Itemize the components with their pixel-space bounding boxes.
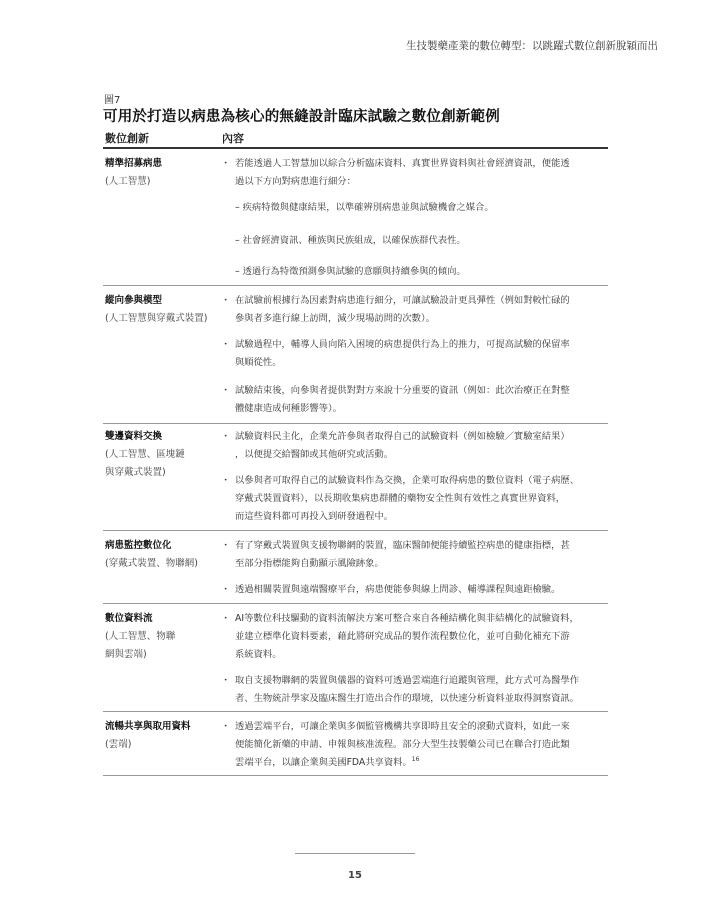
row-subtitle: 與穿戴式裝置) (105, 467, 166, 478)
table-header-rule (103, 147, 608, 149)
bullet-text-line: 體健康造成何種影響等）。 (235, 403, 342, 414)
row-subtitle: (人工智慧、物聯 (105, 631, 176, 642)
row-subtitle: (人工智慧、區塊鏈 (105, 449, 185, 460)
bullet-dot: ・ (221, 158, 231, 169)
row-category (105, 428, 223, 482)
bullet-text-line: 而這些資料都可再投入到研發過程中。 (235, 511, 394, 522)
row-divider (103, 603, 608, 604)
bullet-item (221, 292, 609, 328)
row-title: 病患監控數位化 (105, 540, 172, 551)
bullet-item (221, 472, 609, 526)
bullet-text-line: 並建立標準化資料要素，藉此將研究成品的製作流程數位化，並可自動化補充下游 (235, 631, 570, 642)
row-category (105, 537, 223, 573)
bullet-text-line: 試驗結束後，向參與者提供對對方來說十分重要的資訊（例如：此次治療正在對整 (235, 385, 570, 396)
bullet-dot: ・ (221, 431, 231, 442)
row-subtitle: (雲端) (105, 739, 132, 750)
bullet-text-line: 者、生物統計學家及臨床醫生打造出合作的環境，以快速分析資料並取得洞察資訊。 (235, 693, 579, 704)
row-category (105, 292, 223, 328)
bullet-text-line: 系統資料。 (235, 649, 282, 660)
bullet-item (221, 672, 609, 708)
figure-title: 可用於打造以病患為核心的無縫設計臨床試驗之數位創新範例 (103, 109, 500, 125)
bullet-item (221, 428, 609, 464)
bullet-text-line: 試驗資料民主化，企業允許參與者取得自己的試驗資料（例如檢驗／實驗室結果） (235, 431, 570, 442)
bullet-text-line (235, 754, 609, 772)
sub-item: – 疾病特徵與健康結果，以準確辨別病患並與試驗機會之媒合。 (235, 202, 494, 213)
row-category (105, 718, 223, 754)
bullet-dot: ・ (221, 613, 231, 624)
page-number: 15 (348, 870, 362, 881)
row-title: 數位資料流 (105, 613, 153, 624)
bullet-item (221, 382, 609, 418)
bullet-text-line: 有了穿戴式裝置與支援物聯網的裝置，臨床醫師便能持續監控病患的健康指標，甚 (235, 540, 570, 551)
bullet-text-line: 若能透過人工智慧加以綜合分析臨床資料、真實世界資料與社會經濟資訊，便能透 (235, 158, 570, 169)
bullet-text: 雲端平台，以讓企業與美國FDA共享資料。 (235, 757, 412, 768)
bullet-dot: ・ (221, 540, 231, 551)
row-title: 流暢共享與取用資料 (105, 721, 191, 732)
bullet-dot: ・ (221, 339, 231, 350)
row-divider (103, 711, 608, 712)
column-header-innovation: 數位創新 (105, 132, 149, 145)
bullet-item (221, 537, 609, 573)
bullet-text-line: ，以便提交給醫師或其他研究或活動。 (235, 449, 394, 460)
bullet-text-line: 參與者多進行線上訪問，減少現場訪問的次數）。 (235, 313, 435, 324)
row-title: 縱向參與模型 (105, 295, 163, 306)
bullet-item (221, 718, 609, 772)
bullet-dot: ・ (221, 385, 231, 396)
row-subtitle: (人工智慧) (105, 176, 151, 187)
row-divider (103, 423, 608, 424)
row-category (105, 155, 223, 191)
column-header-content: 內容 (222, 132, 244, 145)
bullet-text-line: 透過雲端平台，可讓企業與多個監管機構共享即時且安全的滾動式資料，如此一來 (235, 721, 570, 732)
footer-rule (295, 853, 415, 854)
bullet-dot: ・ (221, 721, 231, 732)
bullet-item (221, 155, 609, 191)
row-subtitle: 網與雲端) (105, 649, 147, 660)
footnote-marker: 16 (411, 755, 420, 763)
bullet-item (221, 610, 609, 664)
running-header: 生技製藥產業的數位轉型：以跳躍式數位創新脫穎而出 (406, 40, 658, 52)
bullet-text-line: 穿戴式裝置資料），以長期收集病患群體的藥物安全性與有效性之真實世界資料， (235, 493, 566, 504)
bullet-text-line: 便能簡化新藥的申請、申報與核准流程。部分大型生技製藥公司已在聯合打造此類 (235, 739, 570, 750)
row-category (105, 610, 223, 664)
bullet-text-line: 試驗過程中，輔導人員向陷入困境的病患提供行為上的推力，可提高試驗的保留率 (235, 339, 570, 350)
bullet-dot: ・ (221, 584, 231, 595)
bullet-text-line: 透過相關裝置與遠端醫療平台，病患便能參與線上問診、輔導課程與遠距檢驗。 (235, 584, 561, 595)
sub-item: – 透過行為特徵預測參與試驗的意願與持續參與的傾向。 (235, 266, 466, 277)
bullet-dot: ・ (221, 295, 231, 306)
bullet-dot: ・ (221, 675, 231, 686)
row-subtitle: (人工智慧與穿戴式裝置) (105, 313, 208, 324)
bullet-dot: ・ (221, 475, 231, 486)
figure-label: 圖7 (104, 95, 121, 106)
row-divider (103, 530, 608, 531)
bullet-text-line: 以參與者可取得自己的試驗資料作為交換，企業可取得病患的數位資料（電子病歷、 (235, 475, 579, 486)
row-title: 精準招募病患 (105, 158, 163, 169)
row-subtitle: (穿戴式裝置、物聯網) (105, 558, 198, 569)
row-divider (103, 285, 608, 286)
bullet-text-line: AI等數位科技驅動的資料流解決方案可整合來自各種結構化與非結構化的試驗資料， (235, 613, 579, 624)
bullet-item (221, 336, 609, 372)
sub-item: – 社會經濟資訊、種族與民族組成，以確保族群代表性。 (235, 235, 466, 246)
row-divider (103, 775, 608, 776)
bullet-item (221, 581, 609, 599)
bullet-text-line: 與順從性。 (235, 357, 282, 368)
bullet-text-line: 至部分指標能夠自動顯示風險跡象。 (235, 558, 384, 569)
row-title: 雙邊資料交換 (105, 431, 163, 442)
bullet-text-line: 過以下方向對病患進行細分： (235, 176, 356, 187)
bullet-text-line: 在試驗前根據行為因素對病患進行細分，可讓試驗設計更具彈性（例如對較忙碌的 (235, 295, 570, 306)
bullet-text-line: 取自支援物聯網的裝置與儀器的資料可透過雲端進行追蹤與管理，此方式可為醫學作 (235, 675, 579, 686)
